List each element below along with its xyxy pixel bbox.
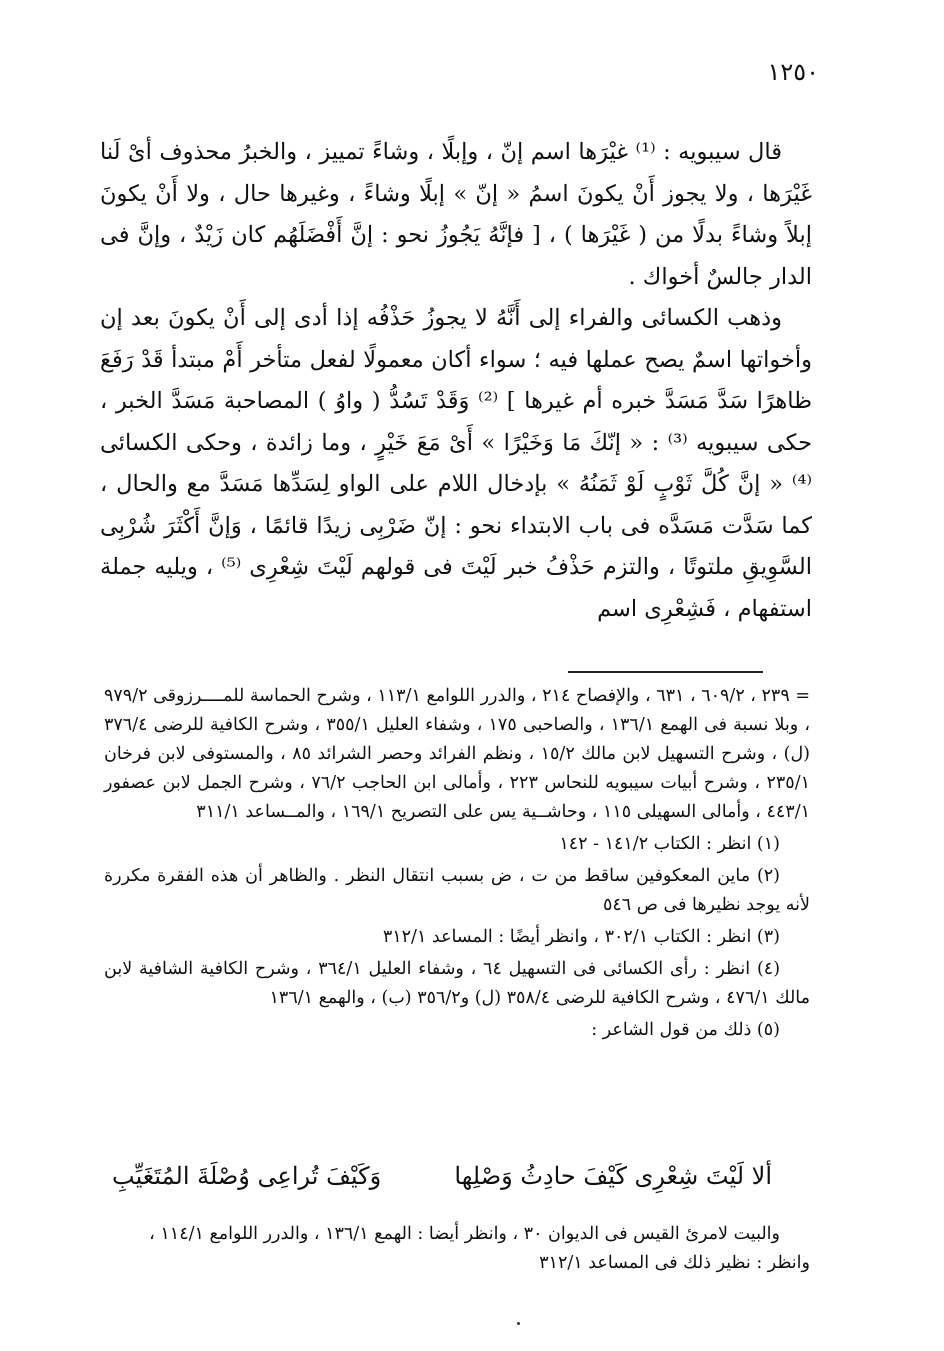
footnote-1: (١) انظر : الكتاب ١٤١/٢ - ١٤٢ [559,834,780,854]
footnote-separator [568,671,763,673]
footnotes [104,682,810,1045]
footnote-continuation: = ٢٣٩ ، ٦٠٩/٢ ، ٦٣١ ، والإفصاح ٢١٤ ، والدرر اللوامع ١١٣/١ ، وشرح الحماسة للمــــرزوقى ٩٧٩/٢ ، وبلا نسبة فى الهمع ١٣٦/١ ، والصاحبى ١٧٥ ، وشفاء العليل ٣٥٥/١ ، وشرح الكافية للرضى ٣٧٦/٤ (ل) ، وشرح التسهيل لابن مالك ١٥/٢ ، ونظم الفرائد وحصر الشرائد ٨٥ ، والمستوفى لابن فرخان ٢٣٥/١ ، وشرح أبيات سيبويه للنحاس ٢٢٣ ، وأمالى ابن الحاجب ٧٦/٢ ، وشرح الجمل لابن عصفور ٤٤٣/١ ، وأمالى السهيلى ١١٥ ، وحاشــية يس على التصريح ١٦٩/١ ، والمــساعد ٣١١/١ [104,686,811,822]
page-number: ١٢٥٠ [767,58,819,86]
footnote-2: (٢) ماين المعكوفين ساقط من ت ، ض بسبب انتقال النظر . والظاهر أن هذه الفقرة مكررة لأنه يوجد نظيرها فى ص ٥٤٦ [104,866,810,915]
paragraph-sibawayh: قال سيبويه : ⁽¹⁾ غيْرَها اسم إنّ ، وإبلًا ، وشاءً تمييز ، والخبرُ محذوف أىْ لَنا غَيْرَها ، ولا يجوز أَنْ يكونَ اسمُ « إنّ » إبلًا وشاءً ، وغيرها حال ، ولا أَنْ يكونَ إبلاً وشاءً بدلًا من ( غَيْرَها ) ، [ فإنَّهُ يَجُوزُ نحو : إنَّ أَفْضَلَهُم كان زَيْدٌ ، وإنَّ فى الدار جالسٌ أخواك . [100,139,812,290]
scan-speck [517,1322,520,1325]
main-text [100,132,812,630]
paragraph-kisai-farra: وذهب الكسائى والفراء إلى أَنَّهُ لا يجوزُ حَذْفُه إذا أدى إلى أَنْ يكونَ بعد إن وأخواتها اسمٌ يصح عملها فيه ؛ سواء أكان معمولًا لفعل متأخر أَمْ مبتدأ قَدْ رَفَعَ ظاهرًا سَدَّ مَسَدَّ خبره أم غيرها ] ⁽²⁾ وَقَدْ تَسُدُّ ( واوُ ) المصاحبة مَسَدَّ الخبر ، حكى سيبويه ⁽³⁾ : « إنّكَ مَا وَخَيْرًا » أَىْ مَعَ خَيْرٍ ، وما زائدة ، وحكى الكسائى ⁽⁴⁾ « إنَّ كُلَّ ثَوْبٍ لَوْ ثَمَنُهُ » بإدخال اللام على الواو لِسَدِّها مَسَدَّ مع والحال ، كما سَدَّت مَسَدَّه فى باب الابتداء نحو : إنّ ضَرْبِى زيدًا قائمًا ، وَإنَّ أَكْثَرَ شُرْبِى السَّوِيقِ ملتوتًا ، والتزم حَذْفُ خبر لَيْتَ فى قولهم لَيْتَ شِعْرِى ⁽⁵⁾ ، ويليه جملة استفهام ، فَشِعْرِى اسم [100,305,812,622]
attribution-line-1: والبيت لامرئ القيس فى الديوان ٣٠ ، وانظر أيضا : الهمع ١٣٦/١ ، والدرر اللوامع ١١٤/١ ، [149,1224,780,1244]
footnote-3: (٣) انظر : الكتاب ٣٠٢/١ ، وانظر أيضًا : المساعد ٣١٢/١ [382,927,780,947]
poetry-verse [112,1162,772,1206]
footnote-4: (٤) انظر : رأى الكسائى فى التسهيل ٦٤ ، وشفاء العليل ٣٦٤/١ ، وشرح الكافية الشافية لابن مالك ٤٧٦/١ ، وشرح الكافية للرضى ٣٥٨/٤ (ل) و٣٥٦/٢ (ب) ، والهمع ١٣٦/١ [104,959,810,1008]
verse-attribution [104,1220,810,1278]
footnote-5: (٥) ذلك من قول الشاعر : [591,1020,780,1040]
verse-first-hemistich: ألا لَيْتَ شِعْرِى كَيْفَ حادِثُ وَصْلِها [454,1162,772,1190]
attribution-line-2: وانظر : نظير ذلك فى المساعد ٣١٢/١ [539,1253,810,1273]
verse-second-hemistich: وَكَيْفَ تُراعِى وُصْلَةَ المُتَغَيِّبِ [112,1162,382,1190]
